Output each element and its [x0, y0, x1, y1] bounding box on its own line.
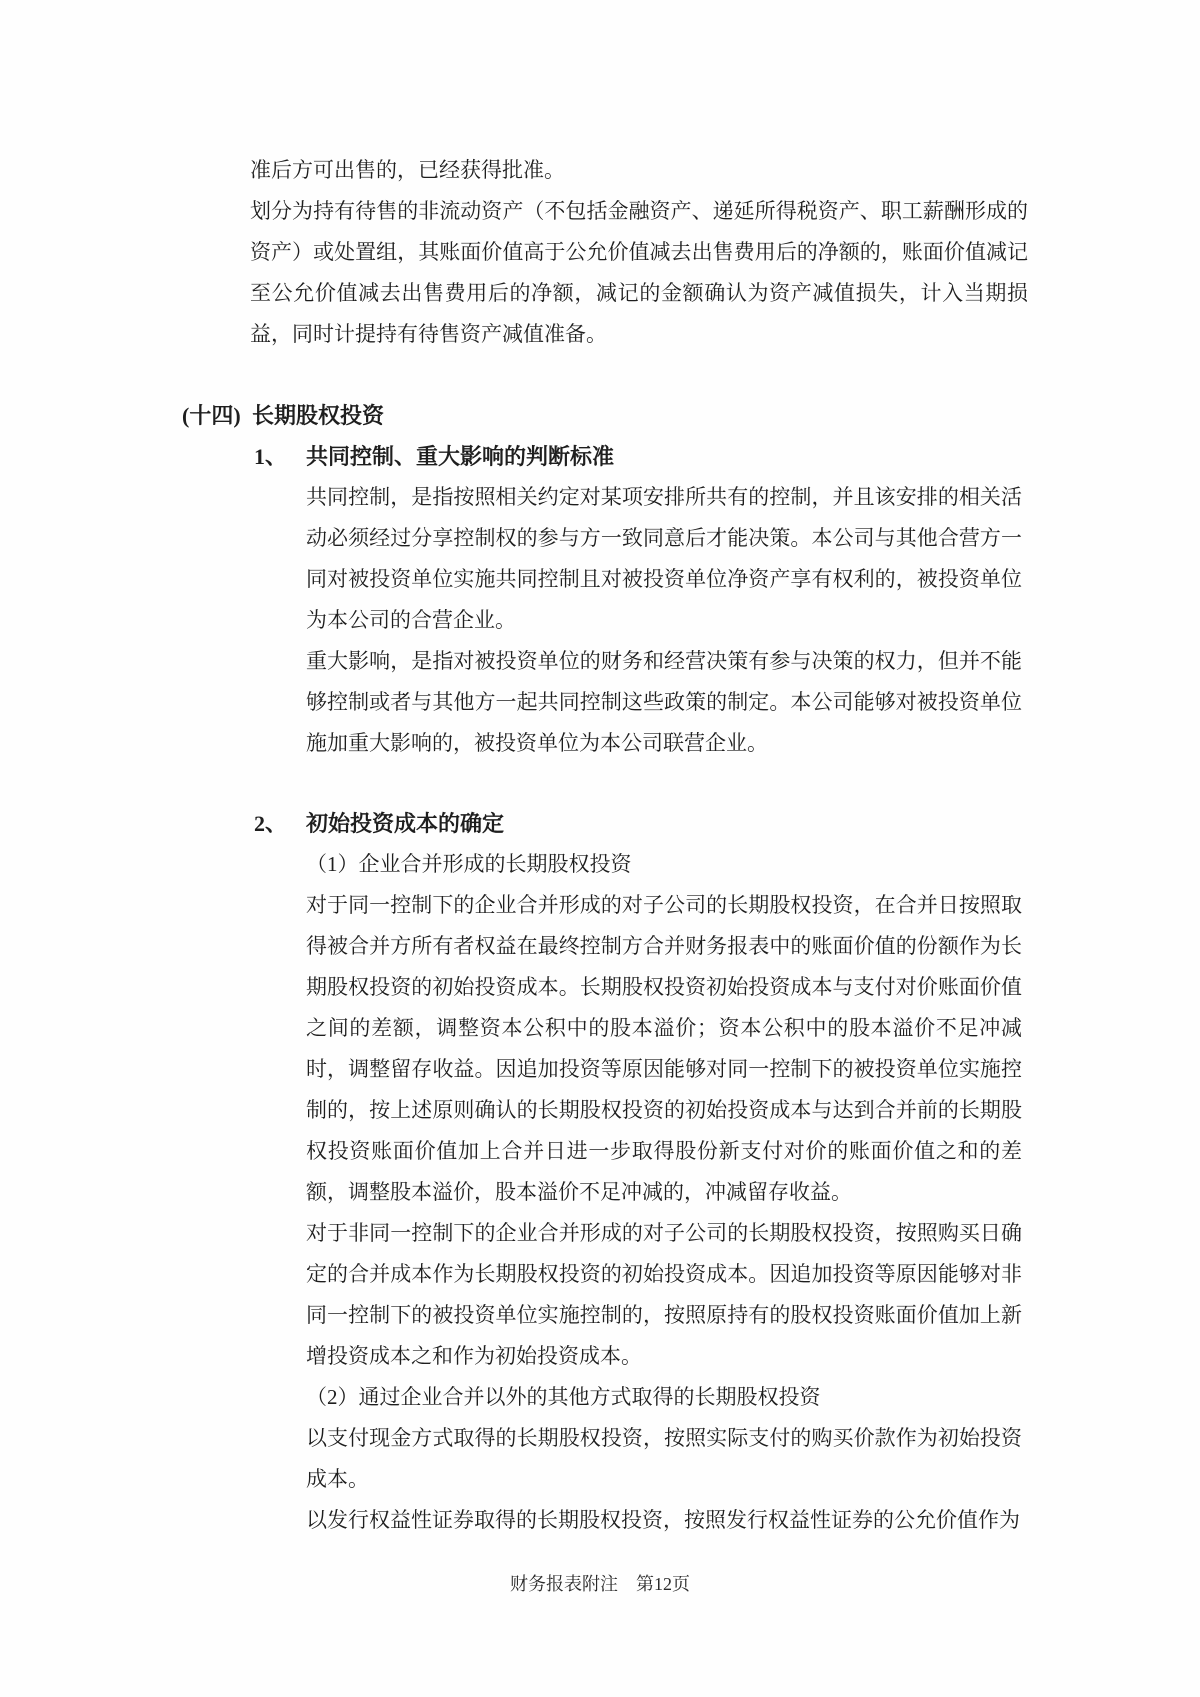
continuation-paragraph: 准后方可出售的，已经获得批准。	[250, 158, 565, 182]
item-number: 2、	[254, 811, 288, 836]
item-heading-text: 共同控制、重大影响的判断标准	[306, 444, 615, 469]
body-paragraph: 对于同一控制下的企业合并形成的对子公司的长期股权投资，在合并日按照取得被合并方所有者权益在最终控制方合并财务报表中的账面价值的份额作为长期股权投资的初始投资成本。长期股权投资初始投资成本与支付对价账面价值之间的差额，调整资本公积中的股本溢价；资本公积中的股本溢价不足冲减时，调整留存收益。因追加投资等原因能够对同一控制下的被投资单位实施控制的，按上述原则确认的长期股权投资的初始投资成本与达到合并前的长期股权投资账面价值加上合并日进一步取得股份新支付对价的账面价值之和的差额，调整股本溢价，股本溢价不足冲减的，冲减留存收益。	[306, 893, 1022, 1204]
section-heading	[182, 395, 384, 436]
section-title: 长期股权投资	[252, 403, 385, 428]
body-paragraph: 共同控制，是指按照相关约定对某项安排所共有的控制，并且该安排的相关活动必须经过分享控制权的参与方一致同意后才能决策。本公司与其他合营方一同对被投资单位实施共同控制且对被投资单位净资产享有权利的，被投资单位为本公司的合营企业。	[306, 485, 1022, 632]
section-number: (十四)	[182, 403, 241, 428]
body-paragraph: 重大影响，是指对被投资单位的财务和经营决策有参与决策的权力，但并不能够控制或者与其他方一起共同控制这些政策的制定。本公司能够对被投资单位施加重大影响的，被投资单位为本公司联营企业。	[306, 649, 1022, 755]
body-paragraph: 以支付现金方式取得的长期股权投资，按照实际支付的购买价款作为初始投资成本。	[306, 1426, 1022, 1491]
item-number: 1、	[254, 444, 288, 469]
item-2-heading	[254, 803, 504, 844]
item-1-heading	[254, 436, 614, 477]
body-paragraph: （1）企业合并形成的长期股权投资	[306, 852, 632, 876]
item-1-body	[306, 477, 1022, 764]
continuation-paragraph: 划分为持有待售的非流动资产（不包括金融资产、递延所得税资产、职工薪酬形成的资产）或处置组，其账面价值高于公允价值减去出售费用后的净额的，账面价值减记至公允价值减去出售费用后的净额，减记的金额确认为资产减值损失，计入当期损益，同时计提持有待售资产减值准备。	[250, 199, 1028, 346]
body-paragraph: （2）通过企业合并以外的其他方式取得的长期股权投资	[306, 1385, 821, 1409]
page-footer: 财务报表附注 第12页	[510, 1574, 690, 1594]
body-paragraph: 以发行权益性证券取得的长期股权投资，按照发行权益性证券的公允价值作为	[306, 1508, 1020, 1532]
body-paragraph: 对于非同一控制下的企业合并形成的对子公司的长期股权投资，按照购买日确定的合并成本作为长期股权投资的初始投资成本。因追加投资等原因能够对非同一控制下的被投资单位实施控制的，按照原持有的股权投资账面价值加上新增投资成本之和作为初始投资成本。	[306, 1221, 1022, 1368]
continuation-block	[250, 150, 1028, 355]
item-2-body	[306, 844, 1022, 1541]
item-heading-text: 初始投资成本的确定	[306, 811, 505, 836]
